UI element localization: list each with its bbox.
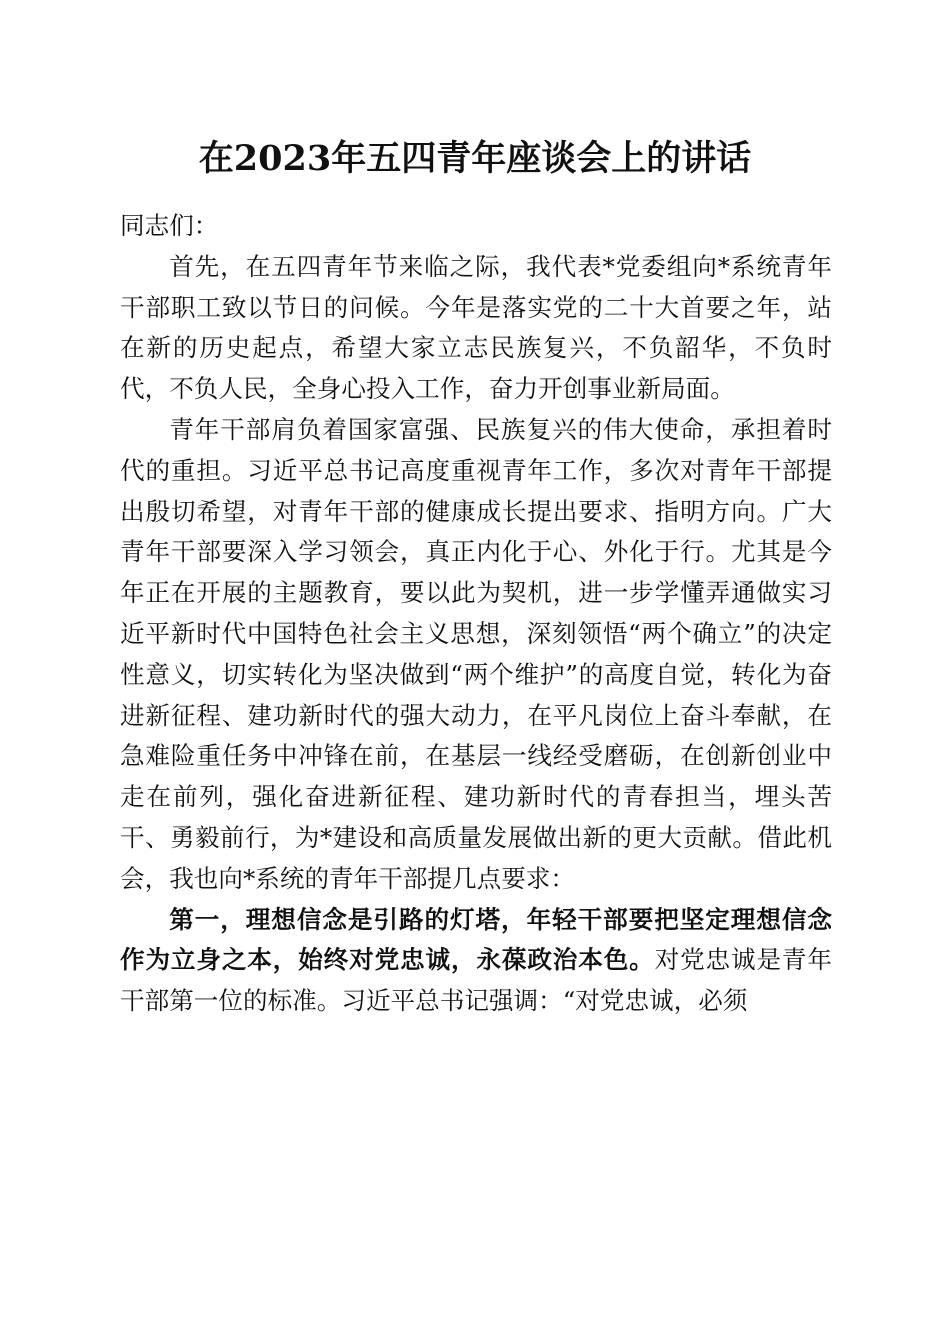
- salutation: 同志们：: [120, 211, 219, 240]
- paragraph-greeting: 首先，在五四青年节来临之际，我代表*党委组向*系统青年干部职工致以节日的问候。今年是落实党的二十大首要之年，站在新的历史起点，希望大家立志民族复兴，不负韶华，不负时代，不负人民，全身心投入工作，奋力开创事业新局面。: [120, 251, 832, 404]
- section-one: [120, 900, 832, 1022]
- section-one-text: 对党忠诚是青年干部第一位的标准。习近平总书记强调：“对党忠诚，必须: [120, 945, 832, 1016]
- section-one-heading: 第一，理想信念是引路的灯塔，年轻干部要把坚定理想信念作为立身之本，始终对党忠诚，永葆政治本色。: [120, 904, 832, 975]
- document-title: 在2023年五四青年座谈会上的讲话: [198, 138, 752, 179]
- paragraph-mission: 青年干部肩负着国家富强、民族复兴的伟大使命，承担着时代的重担。习近平总书记高度重视青年工作，多次对青年干部提出殷切希望，对青年干部的健康成长提出要求、指明方向。广大青年干部要深入学习领会，真正内化于心、外化于行。尤其是今年正在开展的主题教育，要以此为契机，进一步学懂弄通做实习近平新时代中国特色社会主义思想，深刻领悟“两个确立”的决定性意义，切实转化为坚决做到“两个维护”的高度自觉，转化为奋进新征程、建功新时代的强大动力，在平凡岗位上奋斗奉献，在急难险重任务中冲锋在前，在基层一线经受磨砺，在创新创业中走在前列，强化奋进新征程、建功新时代的青春担当，埋头苦干、勇毅前行，为*建设和高质量发展做出新的更大贡献。借此机会，我也向*系统的青年干部提几点要求：: [120, 414, 832, 893]
- document-body: [120, 206, 832, 1022]
